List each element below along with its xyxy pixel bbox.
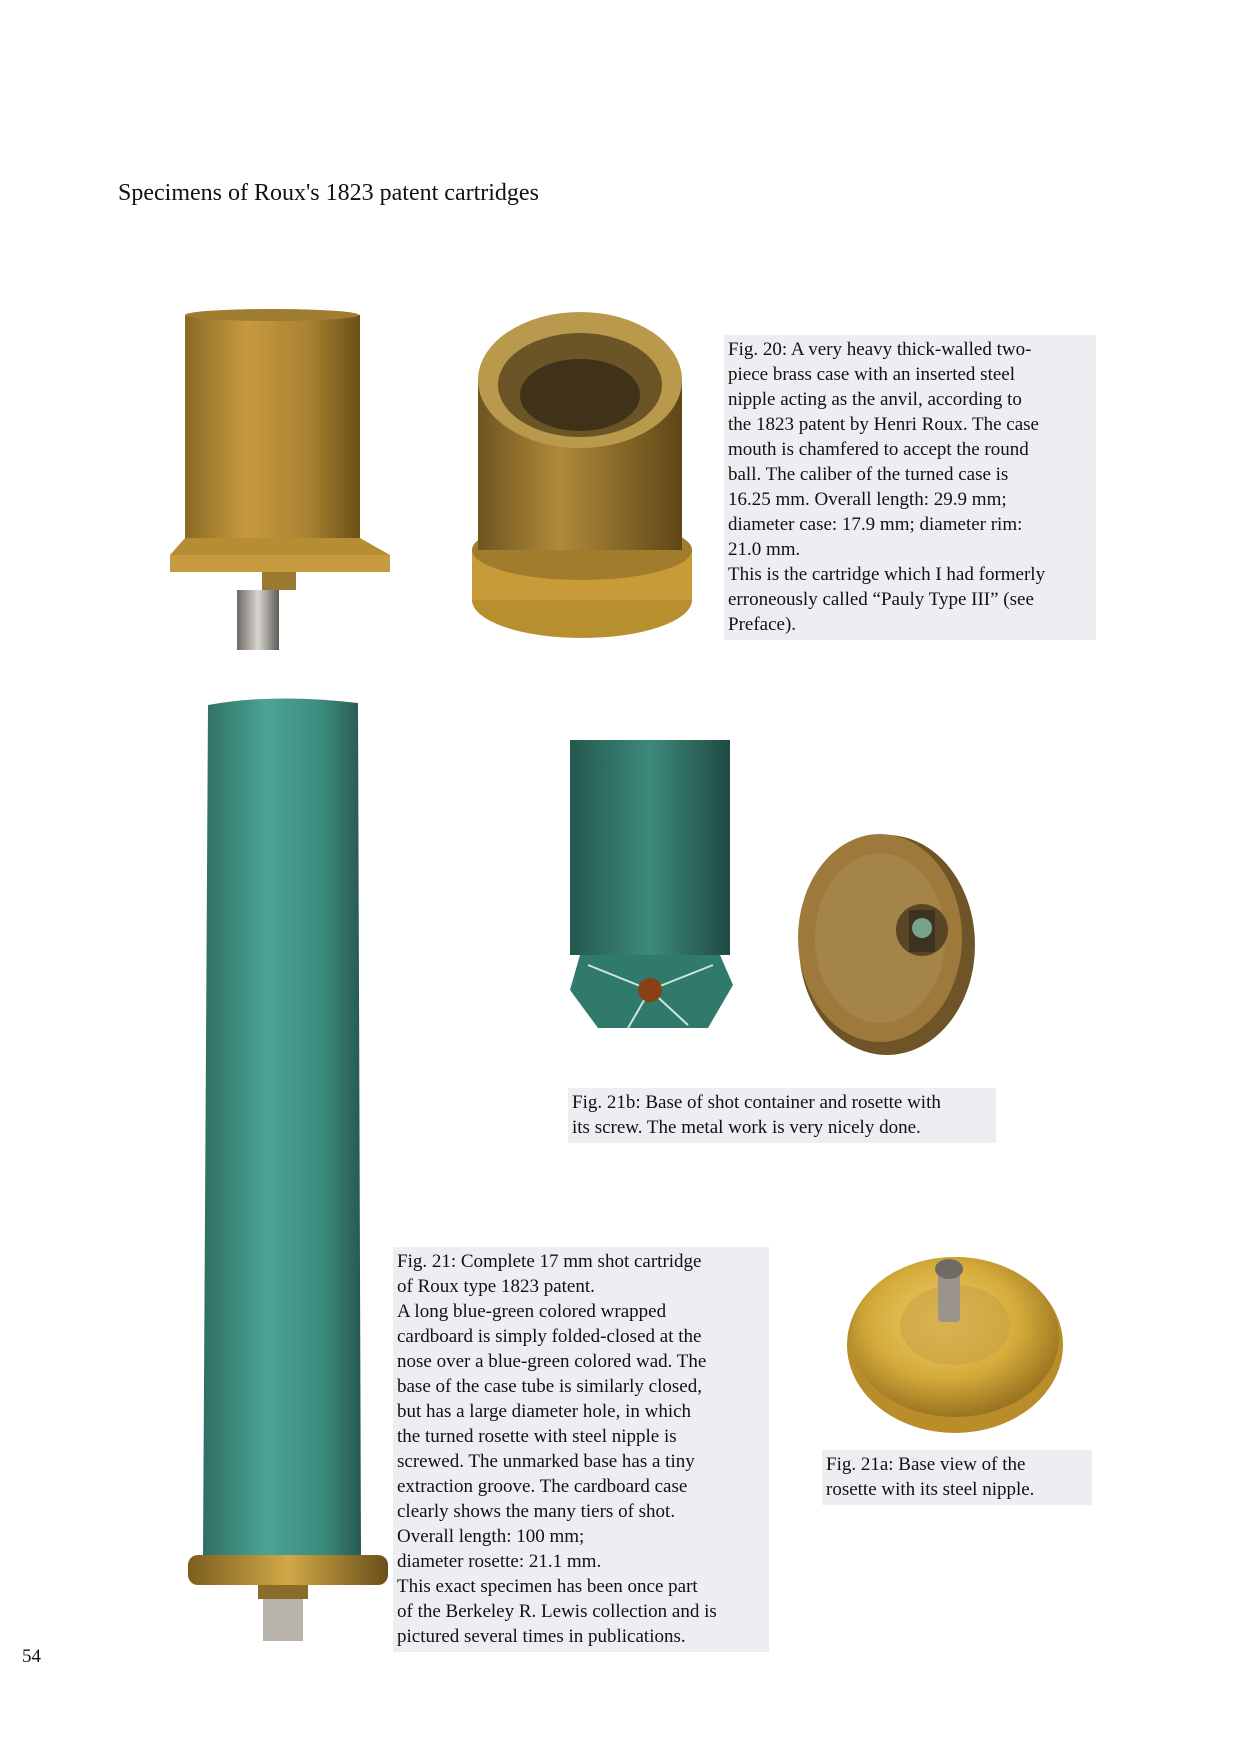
shot-container-base-photo: [568, 740, 738, 1030]
fig21-caption: Fig. 21: Complete 17 mm shot cartridge of Roux type 1823 patent. A long blue-green colored wrapped cardboard is simply folded-closed at the nose over a blue-green colored wad. The base of the case tube is similarly closed, but has a large diameter hole, in which the turned rosette with steel nipple is screwed. The unmarked base has a tiny extraction groove. The cardboard case clearly shows the many tiers of shot. Overall length: 100 mm; diameter rosette: 21.1 mm. This exact specimen has been once part of the Berkeley R. Lewis collection and is pictured several times in publications.: [393, 1247, 769, 1652]
page-number: 54: [22, 1646, 41, 1667]
fig20-caption: Fig. 20: A very heavy thick-walled two- piece brass case with an inserted steel nipple acting as the anvil, according to the 1823 patent by Henri Roux. The case mouth is chamfered to accept the round ball. The caliber of the turned case is 16.25 mm. Overall length: 29.9 mm; diameter case: 17.9 mm; diameter rim: 21.0 mm. This is the cartridge which I had formerly erroneously called “Pauly Type III” (see Preface).: [724, 335, 1096, 640]
page-title: Specimens of Roux's 1823 patent cartridges: [118, 180, 539, 206]
rosette-screw-photo: [792, 820, 977, 1060]
fig21a-caption: Fig. 21a: Base view of the rosette with its steel nipple.: [822, 1450, 1092, 1505]
brass-case-side-photo: [165, 310, 405, 660]
shot-cartridge-photo: [183, 695, 393, 1645]
rosette-base-photo: [845, 1245, 1065, 1435]
brass-case-mouth-photo: [470, 310, 695, 640]
fig21b-caption: Fig. 21b: Base of shot container and rosette with its screw. The metal work is very nicely done.: [568, 1088, 996, 1143]
